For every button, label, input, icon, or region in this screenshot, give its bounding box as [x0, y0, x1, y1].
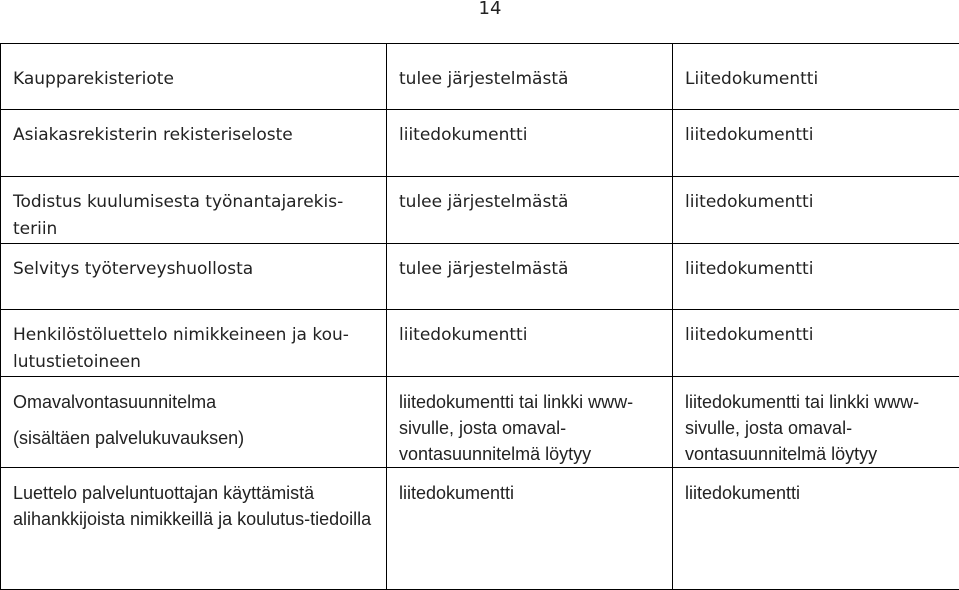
table-cell-document: Todistus kuulumisesta työnantajarekis-teriin [1, 177, 387, 244]
table-row [1, 377, 959, 468]
table-cell-attachment: liitedokumentti [673, 244, 959, 310]
table-row [1, 468, 959, 590]
table-cell-source: liitedokumentti [387, 468, 673, 590]
table-row [1, 244, 959, 310]
table-cell-source: tulee järjestelmästä [387, 44, 673, 110]
cell-main-text: Omavalvontasuunnitelma [13, 392, 217, 412]
document-table [0, 43, 959, 590]
table-cell-document: Selvitys työterveyshuollosta [1, 244, 387, 310]
page-number: 14 [478, 0, 502, 19]
table-cell-document: Henkilöstöluettelo nimikkeineen ja kou-lutustietoineen [1, 310, 387, 377]
table-cell-document [1, 377, 387, 468]
table-cell-document: Luettelo palveluntuottajan käyttämistä alihankkijoista nimikkeillä ja koulutus-tiedoilla [1, 468, 387, 590]
table-cell-attachment: liitedokumentti [673, 468, 959, 590]
table-row [1, 310, 959, 377]
table-cell-attachment: liitedokumentti tai linkki www-sivulle, josta omaval-vontasuunnitelmä löytyy [673, 377, 959, 468]
table-cell-attachment: Liitedokumentti [673, 44, 959, 110]
table-row [1, 44, 959, 110]
table-cell-source: liitedokumentti tai linkki www-sivulle, josta omaval-vontasuunnitelmä löytyy [387, 377, 673, 468]
table-cell-attachment: liitedokumentti [673, 310, 959, 377]
table-cell-attachment: liitedokumentti [673, 110, 959, 177]
table-row [1, 177, 959, 244]
table-cell-attachment: liitedokumentti [673, 177, 959, 244]
table-row [1, 110, 959, 177]
cell-sub-text: (sisältäen palvelukuvauksen) [13, 428, 245, 448]
table-cell-source: tulee järjestelmästä [387, 244, 673, 310]
table-cell-source: liitedokumentti [387, 110, 673, 177]
table-cell-source: liitedokumentti [387, 310, 673, 377]
table-cell-document: Kaupparekisteriote [1, 44, 387, 110]
table-cell-source: tulee järjestelmästä [387, 177, 673, 244]
table-cell-document: Asiakasrekisterin rekisteriseloste [1, 110, 387, 177]
